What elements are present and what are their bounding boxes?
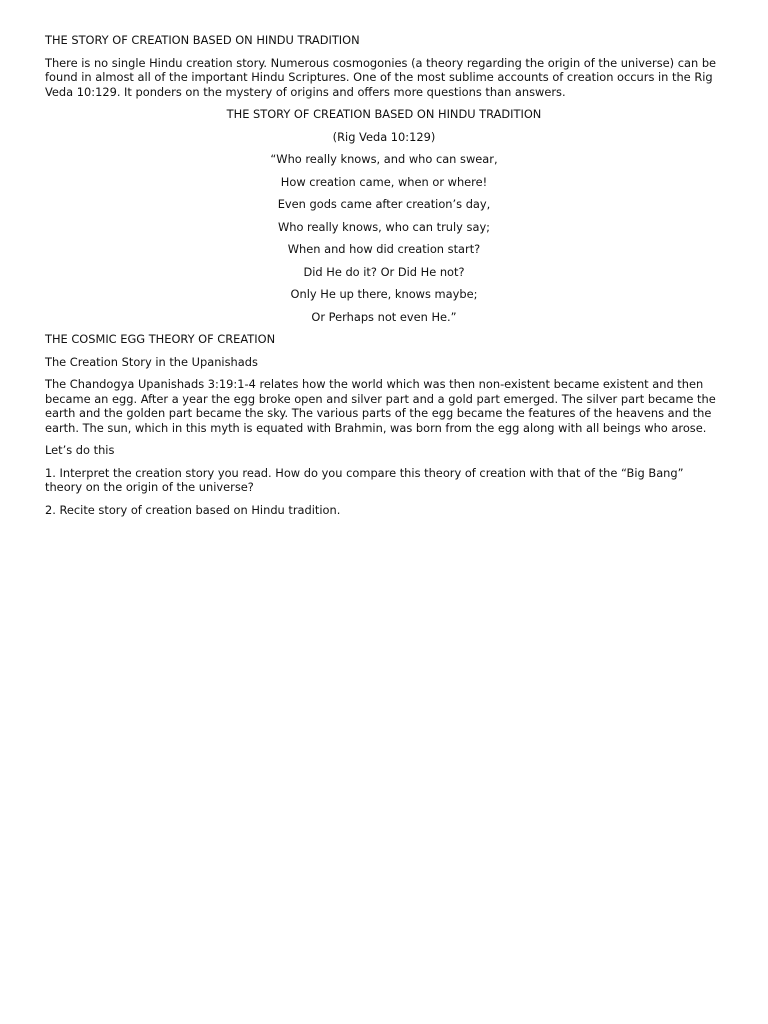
poem-line: How creation came, when or where! bbox=[280, 174, 488, 189]
document-heading: THE STORY OF CREATION BASED ON HINDU TRADITION bbox=[45, 33, 360, 47]
poem-line: Did He do it? Or Did He not? bbox=[303, 264, 465, 279]
poem-line: Only He up there, knows maybe; bbox=[290, 287, 478, 301]
activity-label: Let’s do this bbox=[45, 443, 115, 457]
document-page bbox=[45, 33, 723, 525]
poem-line: “Who really knows, and who can swear, bbox=[270, 152, 498, 166]
poem-line: Even gods came after creation’s day, bbox=[277, 197, 491, 211]
subheading: The Creation Story in the Upanishads bbox=[45, 354, 258, 369]
centered-heading: THE STORY OF CREATION BASED ON HINDU TRADITION bbox=[226, 107, 542, 121]
poem-line: Or Perhaps not even He.” bbox=[311, 309, 457, 324]
intro-paragraph: There is no single Hindu creation story. Numerous cosmogonies (a theory regarding the origin of the universe) can be found in almost all of the important Hindu Scriptures. One of the most sublime accounts of creation occurs in the Rig Veda 10:129. It ponders on the mystery of origins and offers more questions than answers. bbox=[45, 55, 717, 99]
source-citation: (Rig Veda 10:129) bbox=[332, 129, 436, 144]
question-item: 1. Interpret the creation story you read. How do you compare this theory of creation with that of the “Big Bang” theory on the origin of the universe? bbox=[45, 465, 684, 494]
poem-line: When and how did creation start? bbox=[287, 242, 481, 256]
body-paragraph: The Chandogya Upanishads 3:19:1-4 relates how the world which was then non-existent became existent and then became an egg. After a year the egg broke open and silver part and a gold part emerged. The silver part became the earth and the golden part became the sky. The various parts of the egg became the features of the heavens and the earth. The sun, which in this myth is equated with Brahmin, was born from the egg along with all beings who arose. bbox=[45, 377, 716, 435]
question-item: 2. Recite story of creation based on Hindu tradition. bbox=[45, 502, 341, 517]
poem bbox=[45, 152, 723, 324]
poem-line: Who really knows, who can truly say; bbox=[277, 219, 491, 234]
section-heading: THE COSMIC EGG THEORY OF CREATION bbox=[45, 332, 276, 346]
